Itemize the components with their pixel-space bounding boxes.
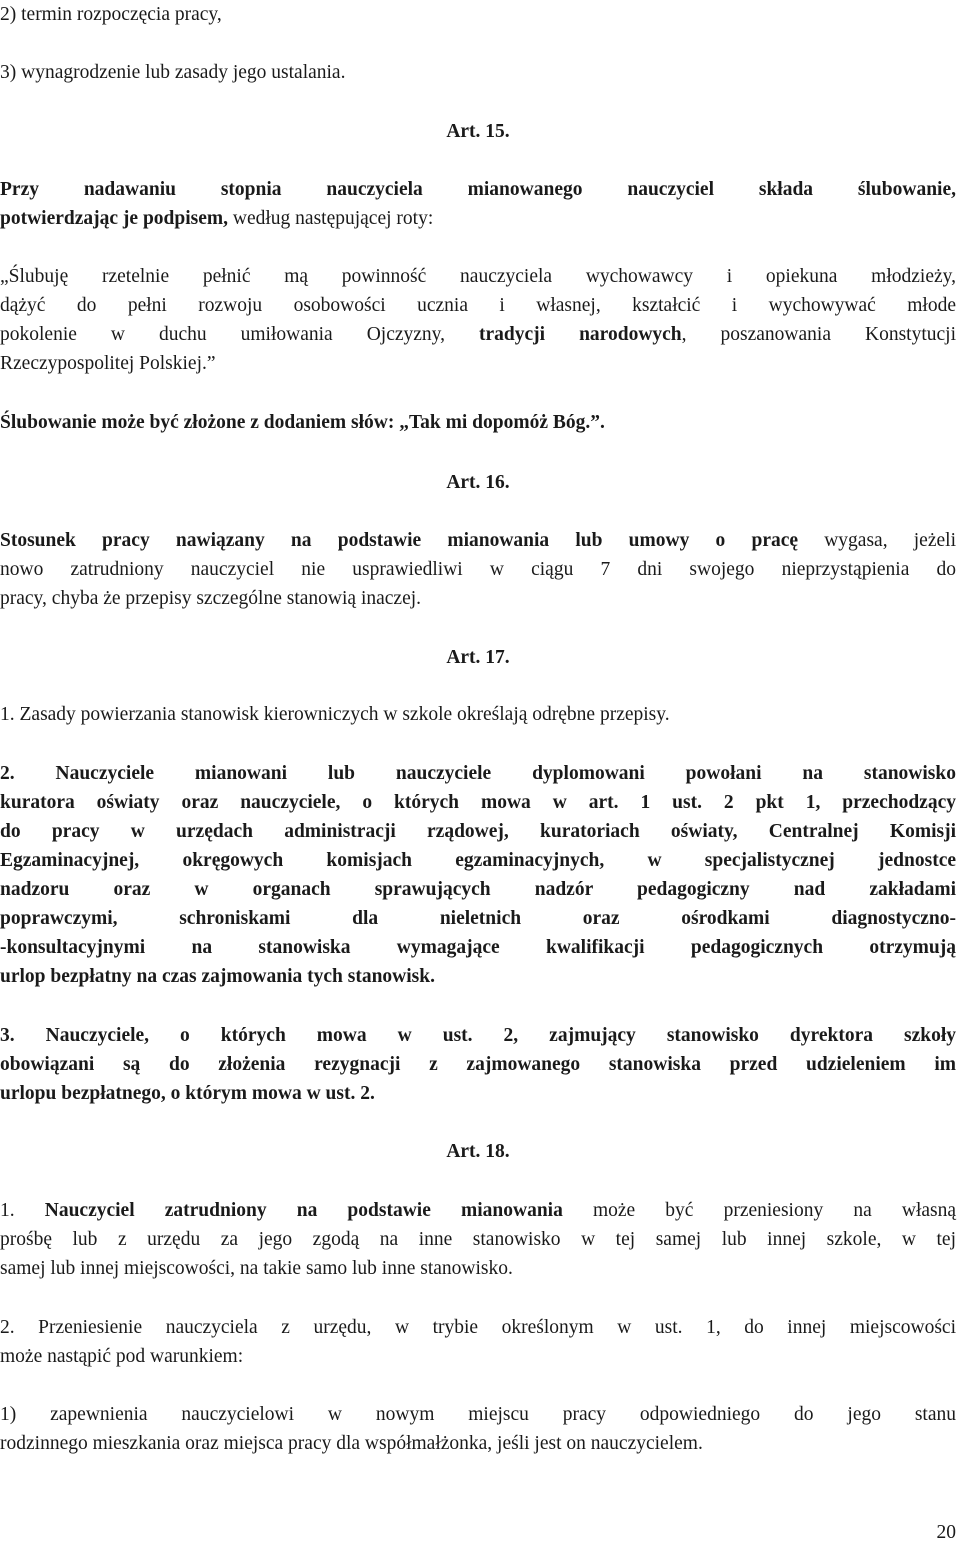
text: wygasa, jeżeli: [798, 530, 956, 551]
paragraph-line: „Ślubuję rzetelnie pełnić mą powinność nauczyciela wychowawcy i opiekuna młodzieży,: [0, 266, 956, 287]
bold-text: tradycji narodowych: [479, 324, 682, 345]
article-heading: Art. 18.: [446, 1141, 510, 1162]
paragraph-line: kuratora oświaty oraz nauczyciele, o których mowa w art. 1 ust. 2 pkt 1, przechodzący: [0, 792, 956, 813]
list-item: [0, 58, 956, 87]
paragraph-line: Rzeczypospolitej Polskiej.”: [0, 353, 216, 374]
paragraph-line: dążyć do pełni rozwoju osobowości ucznia i własnej, kształcić i wychowywać młode: [0, 295, 956, 316]
article-heading: Art. 17.: [446, 647, 510, 668]
paragraph-line: [0, 204, 956, 233]
paragraph-line: [0, 526, 956, 555]
text: pokolenie w duchu umiłowania Ojczyzny,: [0, 324, 480, 345]
paragraph-line: do pracy w urzędach administracji rządowej, kuratoriach oświaty, Centralnej Komisji: [0, 821, 956, 842]
paragraph-line: prośbę lub z urzędu za jego zgodą na inne stanowisko w tej samej lub innej szkole, w tej: [0, 1229, 956, 1250]
paragraph-line: obowiązani są do złożenia rezygnacji z zajmowanego stanowiska przed udzieleniem im: [0, 1054, 956, 1075]
paragraph: [0, 1313, 956, 1371]
paragraph-line: Ślubowanie może być złożone z dodaniem słów: „Tak mi dopomóż Bóg.”.: [0, 412, 605, 433]
text: może być przeniesiony na własną: [562, 1200, 957, 1221]
bold-text: Nauczyciel zatrudniony na podstawie mianowania: [44, 1200, 563, 1221]
paragraph: [0, 175, 956, 233]
list-item: [0, 1400, 956, 1458]
paragraph: [0, 700, 956, 729]
item-text: 3) wynagrodzenie lub zasady jego ustalania.: [0, 62, 346, 83]
paragraph-line: Przy nadawaniu stopnia nauczyciela mianowanego nauczyciel składa ślubowanie,: [0, 179, 956, 200]
paragraph-line: nowo zatrudniony nauczyciel nie usprawiedliwi w ciągu 7 dni swojego nieprzystąpienia do: [0, 559, 956, 580]
paragraph-line: pracy, chyba że przepisy szczególne stanowią inaczej.: [0, 588, 422, 609]
paragraph-line: 1) zapewnienia nauczycielowi w nowym miejscu pracy odpowiedniego do jego stanu: [0, 1404, 956, 1425]
paragraph-line: urlop bezpłatny na czas zajmowania tych stanowisk.: [0, 966, 435, 987]
item-text: 2) termin rozpoczęcia pracy,: [0, 4, 222, 25]
paragraph-line: -konsultacyjnymi na stanowiska wymagające kwalifikacji pedagogicznych otrzymują: [0, 937, 956, 958]
article-heading: Art. 16.: [446, 472, 510, 493]
paragraph-line: 2. Nauczyciele mianowani lub nauczyciele dyplomowani powołani na stanowisko: [0, 763, 956, 784]
paragraph: [0, 408, 956, 437]
paragraph-line: Egzaminacyjnej, okręgowych komisjach egzaminacyjnych, w specjalistycznej jednostce: [0, 850, 956, 871]
paragraph: [0, 759, 956, 991]
list-item: [0, 0, 956, 29]
bold-text: Stosunek pracy nawiązany na podstawie mianowania lub umowy o pracę: [0, 530, 799, 551]
bold-text: potwierdzając je podpisem,: [0, 208, 229, 229]
paragraph-line: [0, 1196, 956, 1225]
page-number: 20: [936, 1522, 956, 1543]
paragraph: [0, 1021, 956, 1108]
text: 1.: [0, 1200, 45, 1221]
paragraph-line: może nastąpić pod warunkiem:: [0, 1346, 244, 1367]
text: według następującej roty:: [228, 208, 434, 229]
paragraph-line: poprawczymi, schroniskami dla nieletnich oraz ośrodkami diagnostyczno-: [0, 908, 956, 929]
paragraph-line: samej lub innej miejscowości, na takie samo lub inne stanowisko.: [0, 1258, 513, 1279]
paragraph-line: nadzoru oraz w organach sprawujących nadzór pedagogiczny nad zakładami: [0, 879, 956, 900]
oath-paragraph: [0, 262, 956, 378]
text: , poszanowania Konstytucji: [681, 324, 956, 345]
paragraph: [0, 526, 956, 613]
paragraph: [0, 1196, 956, 1283]
paragraph-line: 2. Przeniesienie nauczyciela z urzędu, w trybie określonym w ust. 1, do innej miejscowości: [0, 1317, 956, 1338]
paragraph-line: [0, 320, 956, 349]
paragraph-line: rodzinnego mieszkania oraz miejsca pracy dla współmałżonka, jeśli jest on nauczycielem.: [0, 1433, 703, 1454]
paragraph-line: urlopu bezpłatnego, o którym mowa w ust. 2.: [0, 1083, 375, 1104]
article-heading: Art. 15.: [446, 121, 510, 142]
paragraph-line: 1. Zasady powierzania stanowisk kierowniczych w szkole określają odrębne przepisy.: [0, 704, 670, 725]
paragraph-line: 3. Nauczyciele, o których mowa w ust. 2, zajmujący stanowisko dyrektora szkoły: [0, 1025, 956, 1046]
